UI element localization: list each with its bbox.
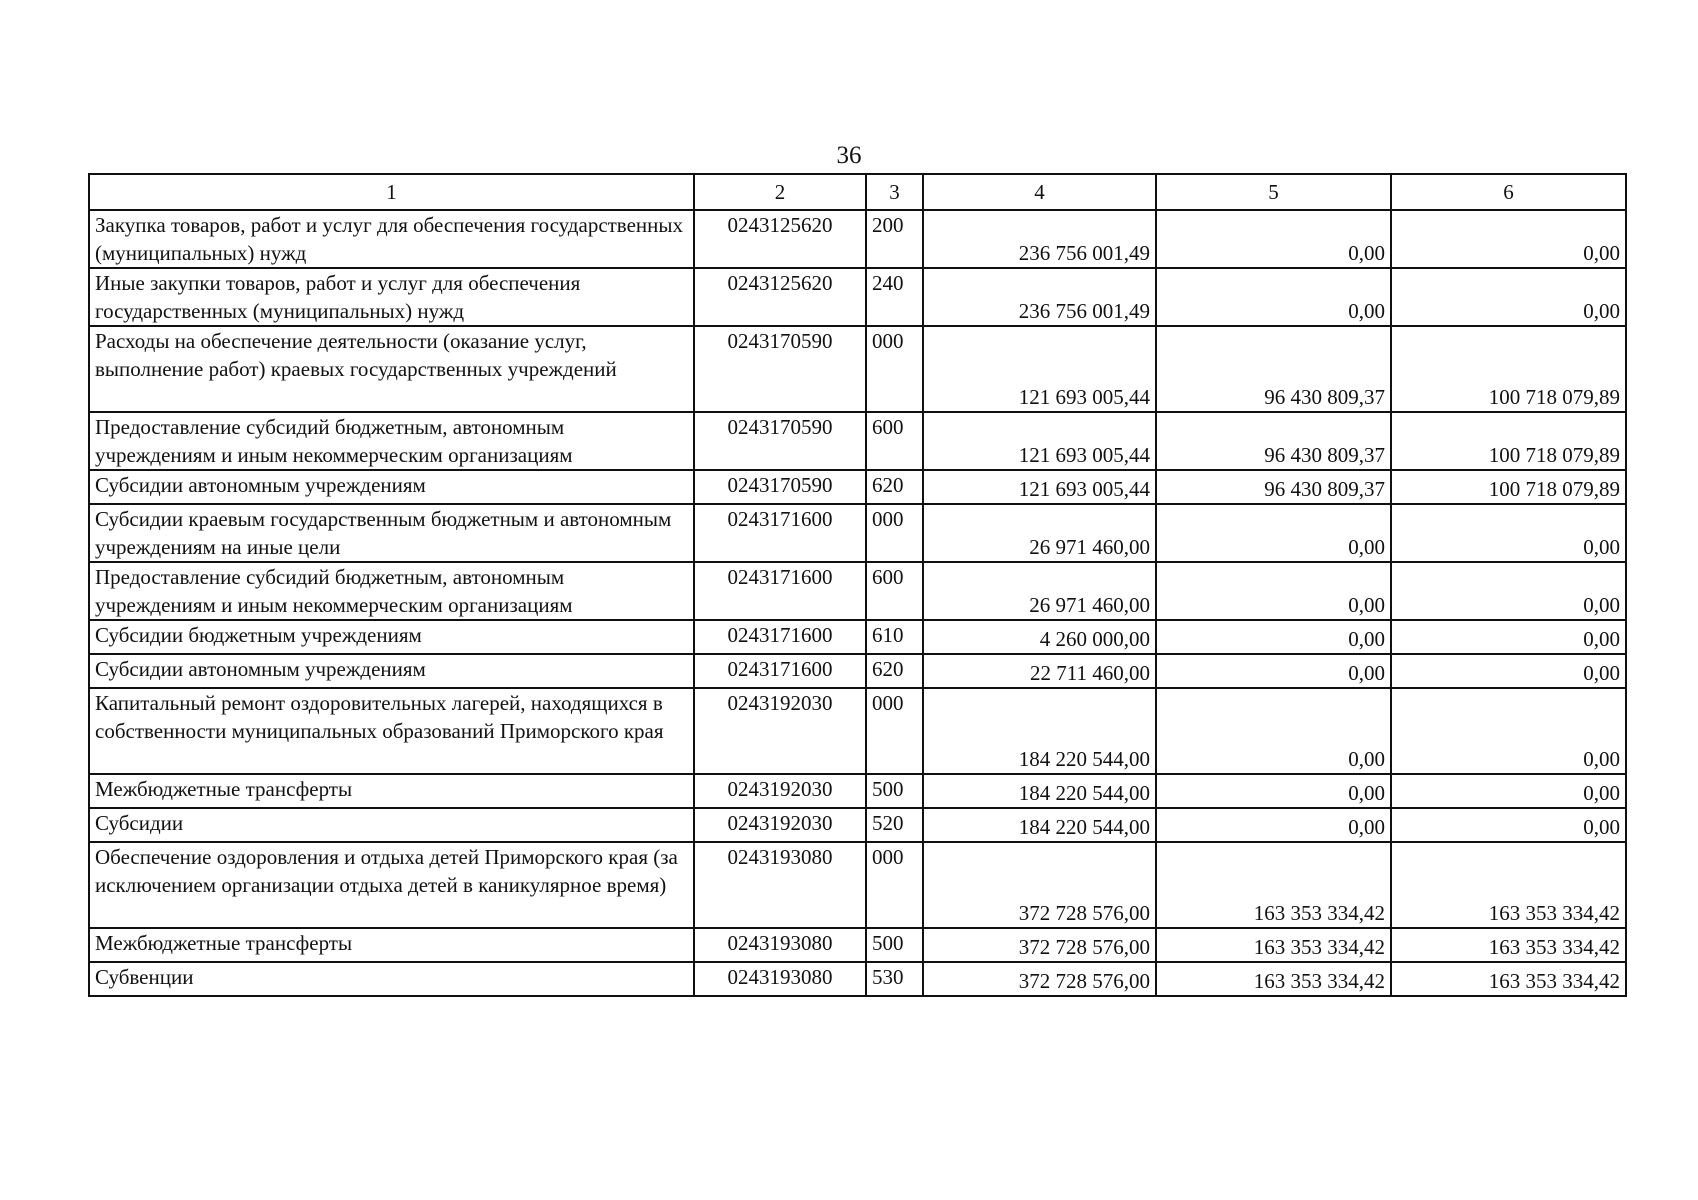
row-amount-4: 26 971 460,00	[923, 562, 1156, 620]
row-name: Субсидии автономным учреждениям	[89, 654, 694, 688]
row-amount-5: 0,00	[1156, 654, 1391, 688]
row-amount-4: 184 220 544,00	[923, 774, 1156, 808]
row-amount-4: 372 728 576,00	[923, 842, 1156, 928]
row-amount-4: 236 756 001,49	[923, 268, 1156, 326]
row-amount-5: 163 353 334,42	[1156, 842, 1391, 928]
row-amount-5: 0,00	[1156, 620, 1391, 654]
row-amount-5: 0,00	[1156, 504, 1391, 562]
row-amount-6: 100 718 079,89	[1391, 412, 1626, 470]
table-row	[89, 562, 1626, 620]
row-amount-4: 121 693 005,44	[923, 412, 1156, 470]
row-target-code: 0243171600	[694, 562, 866, 620]
column-header: 3	[866, 174, 923, 210]
row-expense-type: 530	[866, 962, 923, 996]
row-amount-5: 0,00	[1156, 268, 1391, 326]
row-expense-type: 200	[866, 210, 923, 268]
row-amount-4: 121 693 005,44	[923, 326, 1156, 412]
table-row	[89, 928, 1626, 962]
row-amount-5: 0,00	[1156, 808, 1391, 842]
row-name: Расходы на обеспечение деятельности (оказание услуг, выполнение работ) краевых государственных учреждений	[89, 326, 694, 412]
row-target-code: 0243125620	[694, 268, 866, 326]
row-amount-4: 184 220 544,00	[923, 808, 1156, 842]
row-amount-4: 372 728 576,00	[923, 928, 1156, 962]
row-expense-type: 500	[866, 928, 923, 962]
row-target-code: 0243193080	[694, 928, 866, 962]
row-amount-5: 0,00	[1156, 774, 1391, 808]
row-amount-5: 96 430 809,37	[1156, 326, 1391, 412]
table-row	[89, 504, 1626, 562]
row-amount-6: 100 718 079,89	[1391, 470, 1626, 504]
row-amount-4: 121 693 005,44	[923, 470, 1156, 504]
row-amount-4: 4 260 000,00	[923, 620, 1156, 654]
row-name: Обеспечение оздоровления и отдыха детей Приморского края (за исключением организации отдыха детей в каникулярное время)	[89, 842, 694, 928]
row-amount-6: 163 353 334,42	[1391, 962, 1626, 996]
row-target-code: 0243193080	[694, 842, 866, 928]
row-amount-6: 0,00	[1391, 774, 1626, 808]
table-row	[89, 326, 1626, 412]
row-target-code: 0243171600	[694, 504, 866, 562]
row-amount-5: 163 353 334,42	[1156, 962, 1391, 996]
row-expense-type: 610	[866, 620, 923, 654]
row-target-code: 0243192030	[694, 774, 866, 808]
column-header: 2	[694, 174, 866, 210]
table-row	[89, 268, 1626, 326]
column-header: 6	[1391, 174, 1626, 210]
row-target-code: 0243192030	[694, 688, 866, 774]
row-expense-type: 500	[866, 774, 923, 808]
row-target-code: 0243170590	[694, 412, 866, 470]
row-expense-type: 000	[866, 326, 923, 412]
table-row	[89, 620, 1626, 654]
row-amount-4: 236 756 001,49	[923, 210, 1156, 268]
row-target-code: 0243193080	[694, 962, 866, 996]
table-row	[89, 210, 1626, 268]
row-amount-5: 0,00	[1156, 562, 1391, 620]
table-row	[89, 962, 1626, 996]
row-target-code: 0243125620	[694, 210, 866, 268]
row-target-code: 0243171600	[694, 620, 866, 654]
row-amount-6: 0,00	[1391, 654, 1626, 688]
row-expense-type: 620	[866, 654, 923, 688]
row-name: Закупка товаров, работ и услуг для обеспечения государственных (муниципальных) нужд	[89, 210, 694, 268]
row-amount-6: 100 718 079,89	[1391, 326, 1626, 412]
budget-table	[88, 173, 1627, 997]
row-name: Межбюджетные трансферты	[89, 928, 694, 962]
row-name: Субсидии бюджетным учреждениям	[89, 620, 694, 654]
row-target-code: 0243192030	[694, 808, 866, 842]
row-amount-5: 0,00	[1156, 210, 1391, 268]
row-expense-type: 000	[866, 688, 923, 774]
row-name: Межбюджетные трансферты	[89, 774, 694, 808]
row-name: Иные закупки товаров, работ и услуг для обеспечения государственных (муниципальных) нужд	[89, 268, 694, 326]
row-amount-6: 0,00	[1391, 504, 1626, 562]
row-name: Субсидии автономным учреждениям	[89, 470, 694, 504]
row-expense-type: 600	[866, 562, 923, 620]
row-amount-6: 0,00	[1391, 620, 1626, 654]
row-expense-type: 520	[866, 808, 923, 842]
row-amount-6: 0,00	[1391, 268, 1626, 326]
row-expense-type: 000	[866, 504, 923, 562]
row-amount-6: 163 353 334,42	[1391, 928, 1626, 962]
table-row	[89, 412, 1626, 470]
row-amount-5: 96 430 809,37	[1156, 470, 1391, 504]
row-amount-6: 0,00	[1391, 688, 1626, 774]
row-target-code: 0243170590	[694, 326, 866, 412]
row-expense-type: 000	[866, 842, 923, 928]
row-expense-type: 620	[866, 470, 923, 504]
column-header: 5	[1156, 174, 1391, 210]
row-amount-5: 163 353 334,42	[1156, 928, 1391, 962]
row-name: Капитальный ремонт оздоровительных лагерей, находящихся в собственности муниципальных образований Приморского края	[89, 688, 694, 774]
row-expense-type: 240	[866, 268, 923, 326]
row-expense-type: 600	[866, 412, 923, 470]
row-amount-4: 184 220 544,00	[923, 688, 1156, 774]
table-row	[89, 774, 1626, 808]
page-number: 36	[836, 142, 862, 169]
row-amount-6: 0,00	[1391, 562, 1626, 620]
table-row	[89, 842, 1626, 928]
row-amount-4: 372 728 576,00	[923, 962, 1156, 996]
row-name: Субсидии краевым государственным бюджетным и автономным учреждениям на иные цели	[89, 504, 694, 562]
row-amount-6: 0,00	[1391, 210, 1626, 268]
row-amount-6: 0,00	[1391, 808, 1626, 842]
row-amount-4: 22 711 460,00	[923, 654, 1156, 688]
table-row	[89, 688, 1626, 774]
row-amount-4: 26 971 460,00	[923, 504, 1156, 562]
row-amount-5: 0,00	[1156, 688, 1391, 774]
row-amount-5: 96 430 809,37	[1156, 412, 1391, 470]
column-header: 1	[89, 174, 694, 210]
row-target-code: 0243170590	[694, 470, 866, 504]
table-row	[89, 808, 1626, 842]
row-target-code: 0243171600	[694, 654, 866, 688]
row-amount-6: 163 353 334,42	[1391, 842, 1626, 928]
column-header: 4	[923, 174, 1156, 210]
row-name: Субсидии	[89, 808, 694, 842]
row-name: Субвенции	[89, 962, 694, 996]
header-row	[89, 174, 1626, 210]
row-name: Предоставление субсидий бюджетным, автономным учреждениям и иным некоммерческим организациям	[89, 412, 694, 470]
row-name: Предоставление субсидий бюджетным, автономным учреждениям и иным некоммерческим организациям	[89, 562, 694, 620]
table-row	[89, 470, 1626, 504]
table-row	[89, 654, 1626, 688]
